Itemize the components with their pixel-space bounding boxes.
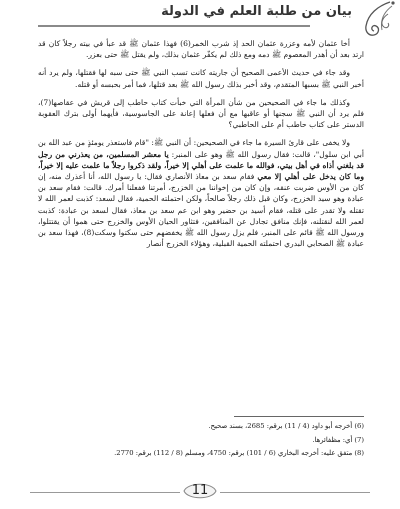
paragraph-2: وقد جاء في حديث الأعمى الصحيح أن جاريته كانت تسب النبي ﷺ حتى سبه لها فقتلها، ولم يرد أنه أخبر النبي ﷺ بسبها المتقدم، وقد أخبر بذلك رسول الله ﷺ بعد قتلها، فما أمر بحبسه أو قتله. <box>38 68 364 89</box>
paragraph-4-body: فقام سعد بن معاذ الأنصاري فقال: يا رسول الله، أنا أعذرك منه، إن كان من الأوس ضربت عنقه، وإن كان من إخواننا من الخزرج، أمرتنا ففعلنا أمرك. قالت: فقام سعد بن عبادة وهو سيد الخزرج، وكان قبل ذلك رجلاً صالحاً، ولكن احتملته الحمية، فقال لسعد: كذبت لعمر الله لا تقتله ولا تقدر على قتله، فقام أسيد بن حضير وهو ابن عم سعد بن معاذ، فقال لسعد بن عبادة: كذبت لعمر الله لنقتلنه، فإنك منافق تجادل عن المنافقين، فتثاور الحيان الأوس والخزرج حتى هموا أن يقتتلوا، ورسول الله ﷺ قائم على المنبر، فلم يزل رسول الله ﷺ يخفضهم حتى سكتوا وسكت(8)، فهذا سعد بن عبادة ﷺ الصحابي البدري احتملته الحمية القبلية، وهؤلاء الخزرج أنصار <box>38 172 365 249</box>
footnotes <box>38 420 364 461</box>
footnote-7: (7) أي: مظفائرها. <box>312 435 364 444</box>
page-number-frame <box>180 480 220 502</box>
paragraph-3: وكذلك ما جاء في الصحيحين من شأن المرأة التي خبأت كتاب حاطب إلى قريش في عقاصها(7)، فلم يرد أن النبي ﷺ سجنها أو عاقبها مع أن فعلها إعانة على الجاسوسية، فأيهما أولى بترك العقوبة الدستر على كتاب حاطب أم على الحاطبي؟ <box>38 97 364 130</box>
footer-rule-left <box>30 492 180 493</box>
footnote-8: (8) متفق عليه: أخرجه البخاري (6 / 101) برقم: 4750، ومسلم (8 / 112) برقم: 2770. <box>114 449 364 457</box>
hadith-quote: يا معشر المسلمين، من يعذرني من رجل قد بلغني أذاه في أهل بيتي، فوالله ما علمت على أهلي إلا خيراً، ولقد ذكروا رجلاً ما علمت عليه إلا خيراً، وما كان يدخل على أهلي إلا معي <box>38 149 365 182</box>
paragraph-1: أخا عثمان لأمه وعزرة عثمان الحد إذ شرب الخمر(6) فهذا عثمان ﷺ قد عبأ في بيته رجلاً كان قد ارتد بعد أن أهدر المعصوم ﷺ دمه ومع ذلك لم يكفّر عثمان بذلك، ولم يقتل ﷺ حتى بعزر. <box>38 39 364 60</box>
running-header <box>0 0 400 32</box>
footnote-6: (6) أخرجه أبو داود (4 / 11) برقم: 2685، بسند صحيح. <box>208 422 364 430</box>
footnote-separator <box>234 416 364 417</box>
paragraph-4-intro: ولا يخفى على قارئ السيرة ما جاء في الصحيحين: أن النبي ﷺ: "قام فاستعذر يومئذٍ من عبد الله بن أبي ابن سلول"، قالت: فقال رسول الله ﷺ وهو على المنبر: <box>38 138 364 159</box>
main-text <box>38 38 364 256</box>
arabesque-ornament-icon <box>360 0 396 40</box>
paragraph-4 <box>38 137 364 249</box>
header-rule <box>38 25 310 27</box>
footer-rule-right <box>220 492 370 493</box>
page-number: 11 <box>191 483 209 498</box>
page-header-title: بيان من طلبة العلم في الدولة <box>161 4 352 19</box>
